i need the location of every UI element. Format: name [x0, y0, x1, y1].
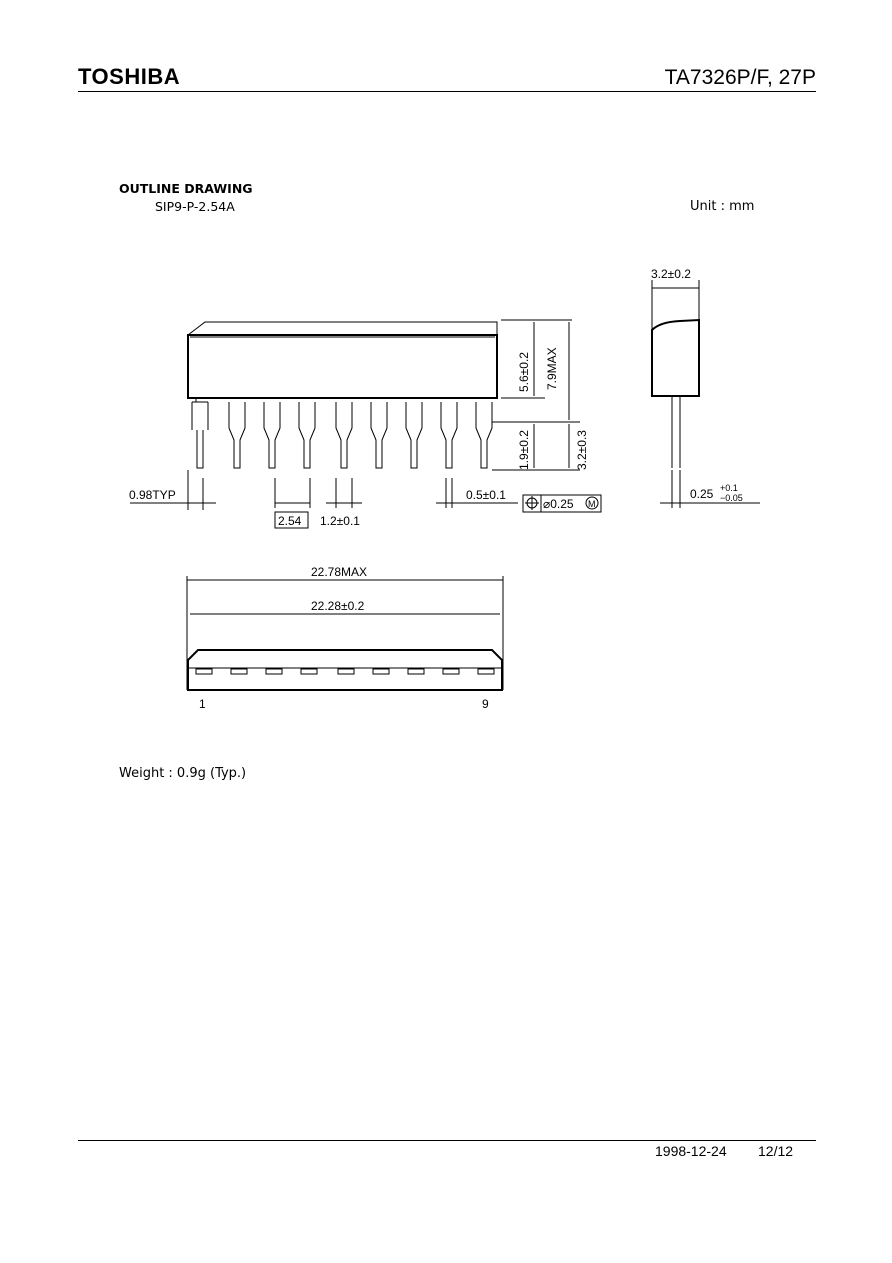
front-view-leads	[192, 398, 492, 468]
pin-first-label: 1	[199, 697, 206, 711]
dim-lead-length: 3.2±0.3	[575, 430, 589, 470]
dim-tolerance: ⌀0.25	[543, 497, 574, 511]
lead-dimensions	[130, 470, 601, 528]
brand-logo: TOSHIBA	[78, 64, 181, 89]
footer-rule	[78, 1140, 816, 1141]
dim-lead-thick: 0.5±0.1	[466, 488, 506, 502]
top-view	[187, 576, 503, 690]
dim-total-length: 22.78MAX	[311, 565, 368, 579]
dim-lead-width: 1.2±0.1	[320, 514, 360, 528]
dim-lead-pitch-up: 1.9±0.2	[517, 430, 531, 470]
dim-side-thick: 0.25	[690, 487, 714, 501]
unit-label: Unit : mm	[690, 199, 755, 214]
dim-side-width: 3.2±0.2	[651, 267, 691, 281]
footer-date: 1998-12-24	[655, 1143, 727, 1159]
dim-pitch: 2.54	[278, 514, 302, 528]
dim-tolerance-mod: M	[588, 499, 596, 509]
page-number: 12/12	[758, 1143, 794, 1159]
dim-typ-width: 0.98TYP	[129, 488, 176, 502]
dim-body-length: 22.28±0.2	[311, 599, 365, 613]
dim-body-height: 5.6±0.2	[517, 352, 531, 392]
section-title: OUTLINE DRAWING	[119, 181, 253, 196]
pin-last-label: 9	[482, 697, 489, 711]
dim-total-height: 7.9MAX	[545, 347, 559, 390]
vertical-dimensions	[492, 320, 580, 470]
side-view	[652, 280, 760, 508]
dim-side-tol-plus: +0.1	[720, 483, 738, 493]
part-number: TA7326P/F, 27P	[664, 66, 816, 89]
weight-note: Weight : 0.9g (Typ.)	[119, 766, 247, 781]
package-code: SIP9-P-2.54A	[155, 199, 235, 214]
front-view-body	[188, 322, 497, 398]
dim-side-tol-minus: −0.05	[720, 493, 743, 503]
